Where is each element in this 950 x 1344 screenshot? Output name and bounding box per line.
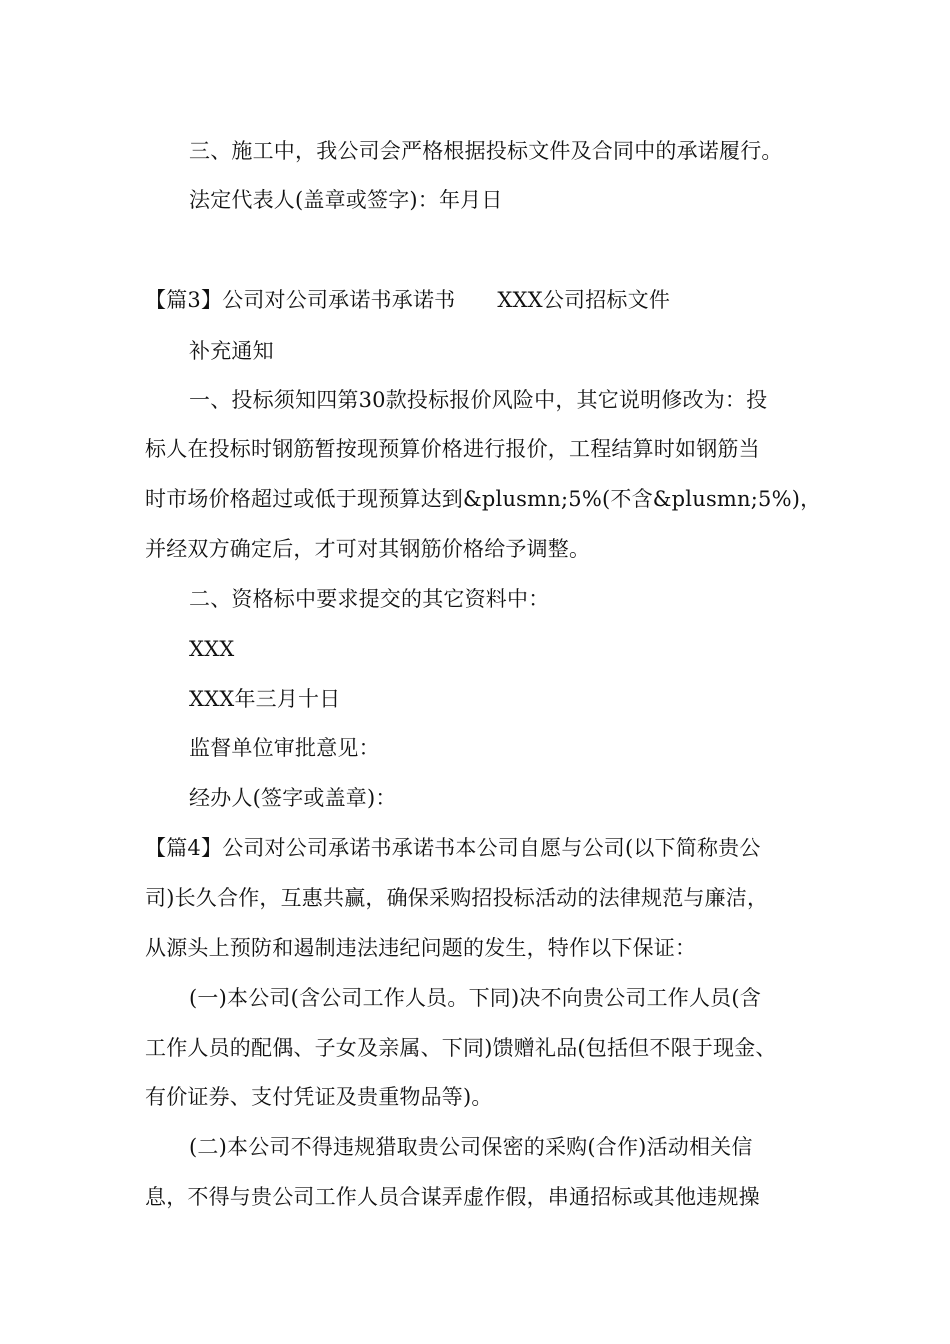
paragraph-line: 监督单位审批意见： [189,736,380,760]
paragraph-line: 经办人(签字或盖章)： [189,786,397,810]
paragraph-line: 时市场价格超过或低于现预算达到&plusmn;5%(不含&plusmn;5%)， [145,487,822,511]
paragraph-line: 二、资格标中要求提交的其它资料中： [189,587,550,611]
paragraph-line: 法定代表人(盖章或签字)：年月日 [189,188,503,212]
paragraph-line: 一、投标须知四第30款投标报价风险中，其它说明修改为：投 [189,388,768,412]
paragraph-line: 并经双方确定后，才可对其钢筋价格给予调整。 [145,537,591,561]
section-heading [145,286,845,314]
section-title: 【篇3】公司对公司承诺书承诺书 [145,288,456,312]
paragraph-line: 工作人员的配偶、子女及亲属、下同)馈赠礼品(包括但不限于现金、 [145,1036,777,1060]
paragraph-line: 有价证券、支付凭证及贵重物品等)。 [145,1085,493,1109]
section-heading-line: 【篇4】公司对公司承诺书承诺书本公司自愿与公司(以下简称贵公 [145,836,761,860]
paragraph-line: XXX [189,637,235,661]
paragraph-line: (一)本公司(含公司工作人员。下同)决不向贵公司工作人员(含 [189,986,761,1010]
paragraph-line: (二)本公司不得违规猎取贵公司保密的采购(合作)活动相关信 [189,1135,753,1159]
paragraph-line: 补充通知 [189,339,274,363]
paragraph-line: 标人在投标时钢筋暂按现预算价格进行报价，工程结算时如钢筋当 [145,437,760,461]
paragraph-line: 三、施工中，我公司会严格根据投标文件及合同中的承诺履行。 [189,139,783,163]
section-subtitle: XXX公司招标文件 [497,288,671,312]
paragraph-line: 息，不得与贵公司工作人员合谋弄虚作假，串通招标或其他违规操 [145,1185,760,1209]
paragraph-line: 从源头上预防和遏制违法违纪问题的发生，特作以下保证： [145,936,697,960]
paragraph-line: XXX年三月十日 [189,687,341,711]
paragraph-line: 司)长久合作，互惠共赢，确保采购招投标活动的法律规范与廉洁， [145,886,769,910]
